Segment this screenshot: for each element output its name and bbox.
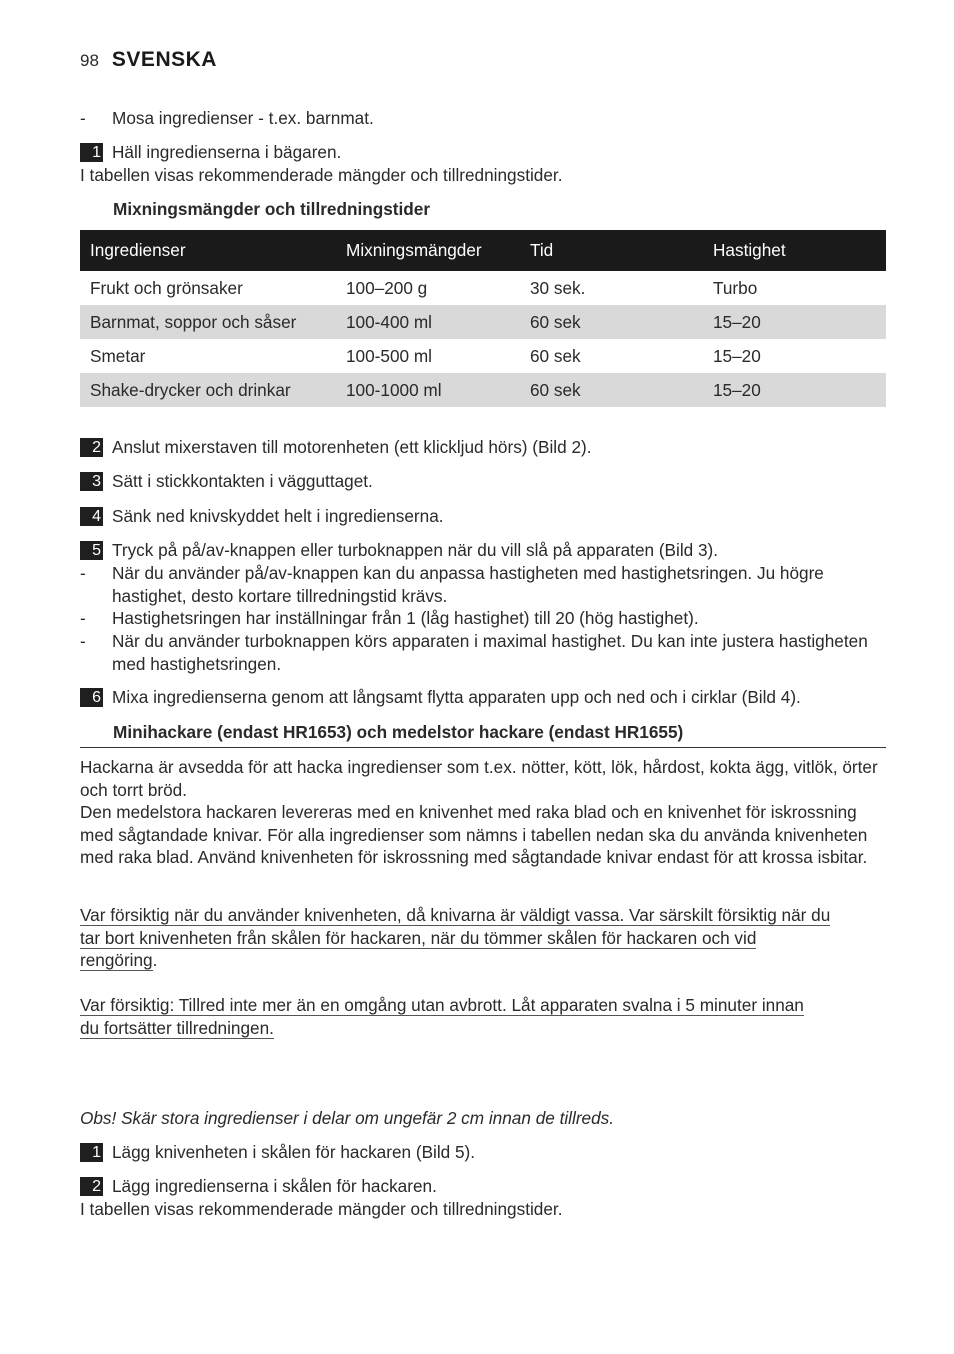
table-title: Mixningsmängder och tillredningstider [113,199,431,219]
table-header-row [80,230,886,271]
table-row [80,339,886,373]
step-text: Tryck på på/av-knappen eller turboknappen när du vill slå på apparaten (Bild 3). [112,540,719,560]
step-number: 3 [80,472,103,491]
header-cell: Hastighet [703,230,886,271]
step-text: Lägg knivenheten i skålen för hackaren (Bild 5). [112,1142,476,1162]
step-number: 2 [80,438,103,457]
bullet-text: Hastighetsringen har inställningar från 1 (låg hastighet) till 20 (hög hastighet). [112,608,699,628]
step-text: Sänk ned knivskyddet helt i ingredienserna. [112,506,444,526]
table-cell: Turbo [713,277,758,298]
bullet-text: När du använder på/av-knappen kan du anpassa hastigheten med hastighetsringen. Ju högre hastighet, desto kortare tillredningstid krävs. [112,563,824,606]
header-cell: Ingredienser [80,230,336,271]
section-title: Minihackare (endast HR1653) och medelstor hackare (endast HR1655) [80,721,886,748]
bullet-text: När du använder turboknappen körs apparaten i maximal hastighet. Du kan inte justera hastigheten med hastighetsringen. [112,631,868,674]
mix-table-wrap [80,230,886,407]
step-3 [80,470,886,493]
warning-line: Var försiktig: Tillred inte mer än en omgång utan avbrott. Låt apparaten svalna i 5 minuter innan [80,995,804,1015]
warning-line: du fortsätter tillredningen. [80,1017,274,1038]
step5-bullet [80,630,886,675]
table-cell: 100-500 ml [346,345,432,366]
table-note: I tabellen visas rekommenderade mängder och tillredningstider. [80,165,563,185]
warning-1 [80,904,886,972]
table-cell: 30 sek. [530,277,586,298]
step-text: Häll ingredienserna i bägaren. [112,142,342,162]
step-number: 2 [80,1177,103,1196]
step-4 [80,505,886,528]
step-number: 1 [80,1143,103,1162]
table-cell: 60 sek [520,373,703,407]
table-cell: Smetar [90,345,146,366]
step-text: Sätt i stickkontakten i vägguttaget. [112,471,373,491]
table-note: I tabellen visas rekommenderade mängder och tillredningstider. [80,1199,563,1219]
bullet-dash: - [80,108,86,128]
step-2 [80,436,886,459]
table-cell: 15–20 [703,373,886,407]
section-paragraph: Den medelstora hackaren levereras med en knivenhet med raka blad och en knivenhet för iskrossning med sågtandade knivar. För alla ingredienser som nämns i tabellen nedan ska du använda knivenheten med raka blad. Använd knivenheten för iskrossning med sågtandade knivar endast för att krossa isbitar. [80,802,868,867]
page-header [80,49,217,73]
page-number: 98 [80,51,99,70]
bullet-text: Mosa ingredienser - t.ex. barnmat. [112,108,374,128]
mix-table [80,230,886,407]
table-cell: 60 sek [520,305,703,339]
table-row [80,373,886,407]
warning-2 [80,994,886,1039]
bullet-dash: - [80,608,86,628]
table-row [80,305,886,339]
step-number: 5 [80,541,103,560]
step-5 [80,539,886,562]
table-cell: 100-400 ml [336,305,520,339]
table-cell: 100-1000 ml [336,373,520,407]
chop-step-1 [80,1141,886,1164]
bullet-dash: - [80,563,86,583]
table-cell: Shake-drycker och drinkar [80,373,336,407]
bullet-dash: - [80,631,86,651]
intro-bullet [80,107,886,130]
note: Obs! Skär stora ingredienser i delar om ungefär 2 cm innan de tillreds. [80,1108,615,1128]
step5-bullet [80,607,886,630]
step-6 [80,686,886,709]
step-text: Anslut mixerstaven till motorenheten (ett klickljud hörs) (Bild 2). [112,437,592,457]
step-text: Lägg ingredienserna i skålen för hackaren. [112,1176,437,1196]
step-number: 6 [80,688,103,707]
step-number: 4 [80,507,103,526]
section-paragraph: Hackarna är avsedda för att hacka ingredienser som t.ex. nötter, kött, lök, hårdost, kokta ägg, vitlök, örter och torrt bröd. [80,757,878,800]
table-cell: 60 sek [530,345,581,366]
header-cell: Tid [520,230,703,271]
warning-line: Var försiktig när du använder knivenheten, då knivarna är väldigt vassa. Var särskilt försiktig när du [80,905,831,925]
warning-line: tar bort knivenheten från skålen för hackaren, när du tömmer skålen för hackaren och vid [80,927,757,948]
language-heading: SVENSKA [111,48,217,71]
table-cell: 15–20 [713,345,761,366]
table-cell: 100–200 g [346,277,428,298]
table-row [80,271,886,305]
warning-tail: . [152,950,158,971]
chop-step-2 [80,1175,886,1198]
header-cell: Mixningsmängder [336,230,520,271]
warning-line: rengöring [80,950,153,971]
step-1 [80,141,886,164]
table-cell: 15–20 [703,305,886,339]
step5-bullet [80,562,886,607]
table-cell: Frukt och grönsaker [90,277,243,298]
table-cell: Barnmat, soppor och såser [80,305,336,339]
step-number: 1 [80,143,103,162]
step-text: Mixa ingredienserna genom att långsamt flytta apparaten upp och ned och i cirklar (Bild 4). [112,687,801,707]
